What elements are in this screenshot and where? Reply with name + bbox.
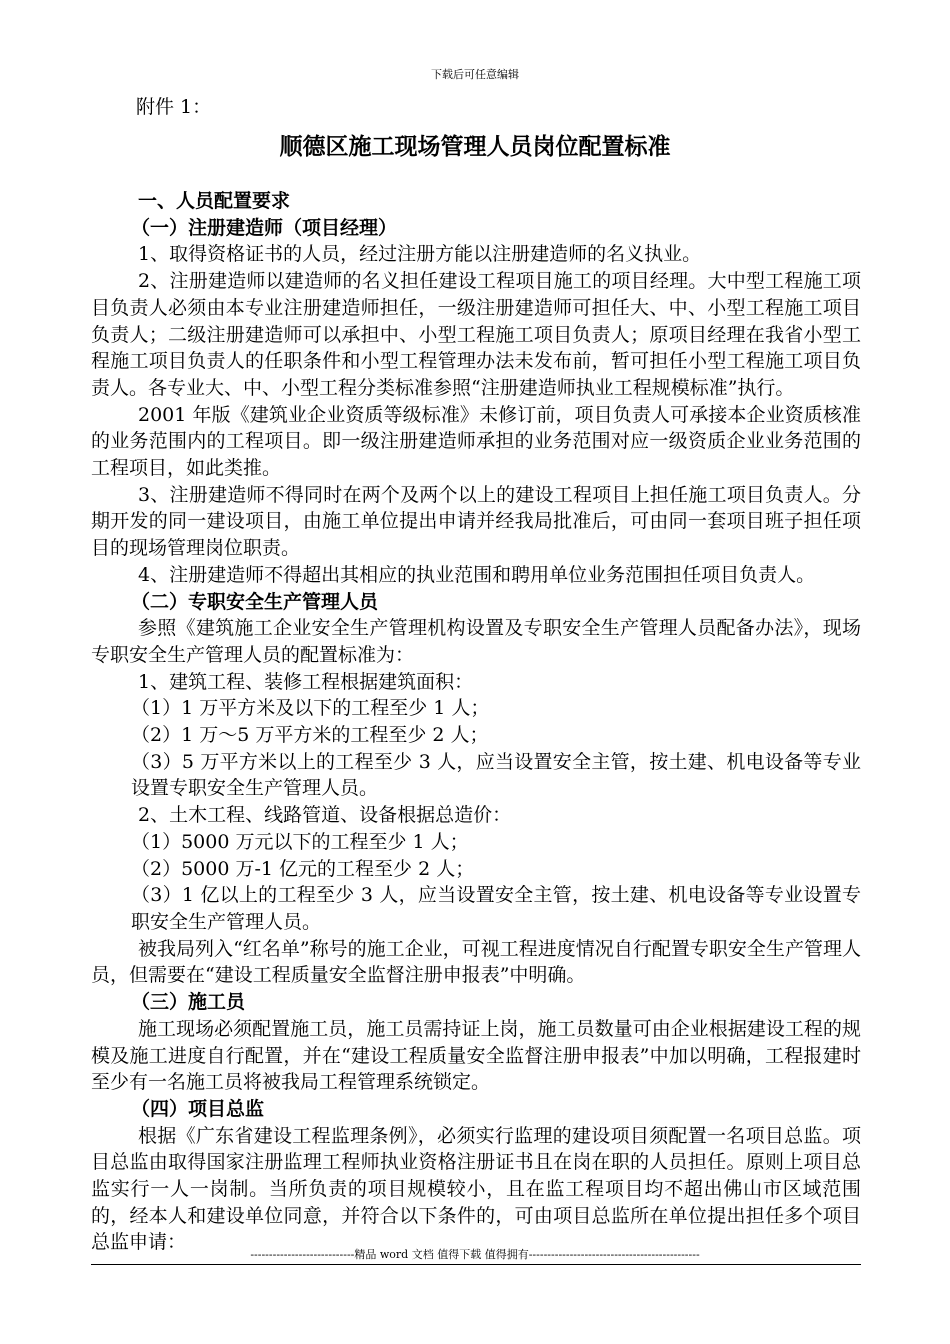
paragraph: 2、注册建造师以建造师的名义担任建设工程项目施工的项目经理。大中型工程施工项目负责人必须由本专业注册建造师担任，一级注册建造师可担任大、中、小型工程施工项目负责人；二级注册建造师可以承担中、小型工程施工项目负责人；原项目经理在我省小型工程施工项目负责人的任职条件和小型工程管理办法未发布前，暂可担任小型工程施工项目负责人。各专业大、中、小型工程分类标准参照“注册建造师执业工程规模标准”执行。 — [91, 270, 861, 399]
page-header: 下载后可任意编辑 — [431, 68, 519, 81]
paragraph: 施工现场必须配置施工员，施工员需持证上岗，施工员数量可由企业根据建设工程的规模及施工进度自行配置，并在“建设工程质量安全监督注册申报表”中加以明确，工程报建时至少有一名施工员将被我局工程管理系统锁定。 — [91, 1017, 861, 1094]
subsection-heading: （二）专职安全生产管理人员 — [131, 590, 379, 613]
list-item: （3）1 亿以上的工程至少 3 人，应当设置安全主管，按土建、机电设备等专业设置专职安全生产管理人员。 — [131, 884, 861, 933]
paragraph: 根据《广东省建设工程监理条例》，必须实行监理的建设项目须配置一名项目总监。项目总监由取得国家注册监理工程师执业资格注册证书且在岗在职的人员担任。原则上项目总监实行一人一岗制。当所负责的项目规模较小，且在监工程项目均不超出佛山市区域范围的，经本人和建设单位同意，并符合以下条件的，可由项目总监所在单位提出担任多个项目总监申请： — [91, 1124, 861, 1254]
section-heading: 一、人员配置要求 — [138, 190, 291, 212]
list-item: （3）5 万平方米以上的工程至少 3 人，应当设置安全主管，按土建、机电设备等专业设置专职安全生产管理人员。 — [131, 750, 861, 800]
list-item: （2）5000 万-1 亿元的工程至少 2 人； — [131, 857, 475, 880]
subsection-heading: （四）项目总监 — [131, 1097, 265, 1120]
paragraph: 被我局列入“红名单”称号的施工企业，可视工程进度情况自行配置专职安全生产管理人员，但需要在“建设工程质量安全监督注册申报表”中明确。 — [91, 937, 861, 987]
list-item: （1）5000 万元以下的工程至少 1 人； — [131, 830, 469, 853]
list-item: （1）1 万平方米及以下的工程至少 1 人； — [131, 697, 490, 720]
paragraph: 2、土木工程、线路管道、设备根据总造价： — [138, 804, 512, 827]
paragraph: 1、取得资格证书的人员，经过注册方能以注册建造师的名义执业。 — [138, 243, 702, 266]
footer-rule — [91, 1264, 861, 1265]
subsection-heading: （三）施工员 — [131, 991, 246, 1014]
attachment-label: 附件 1： — [136, 96, 212, 118]
list-item: （2）1 万～5 万平方米的工程至少 2 人； — [131, 724, 489, 747]
paragraph: 1、建筑工程、装修工程根据建筑面积： — [138, 670, 474, 693]
document-title: 顺德区施工现场管理人员岗位配置标准 — [279, 133, 671, 160]
paragraph: 3、注册建造师不得同时在两个及两个以上的建设工程项目上担任施工项目负责人。分期开发的同一建设项目，由施工单位提出申请并经我局批准后，可由同一套项目班子担任项目的现场管理岗位职责。 — [91, 483, 861, 560]
document-body — [91, 188, 861, 1256]
paragraph: 参照《建筑施工企业安全生产管理机构设置及专职安全生产管理人员配备办法》，现场专职安全生产管理人员的配置标准为： — [91, 617, 861, 666]
paragraph: 4、注册建造师不得超出其相应的执业范围和聘用单位业务范围担任项目负责人。 — [138, 563, 816, 586]
page-footer: ----------------------------精品 word 文档 值得下载 值得拥有---------------------------------------------- — [250, 1248, 700, 1261]
subsection-heading: （一）注册建造师（项目经理） — [131, 216, 398, 239]
paragraph: 2001 年版《建筑业企业资质等级标准》未修订前，项目负责人可承接本企业资质核准的业务范围内的工程项目。即一级注册建造师承担的业务范围对应一级资质企业业务范围的工程项目，如此类推。 — [91, 403, 861, 480]
